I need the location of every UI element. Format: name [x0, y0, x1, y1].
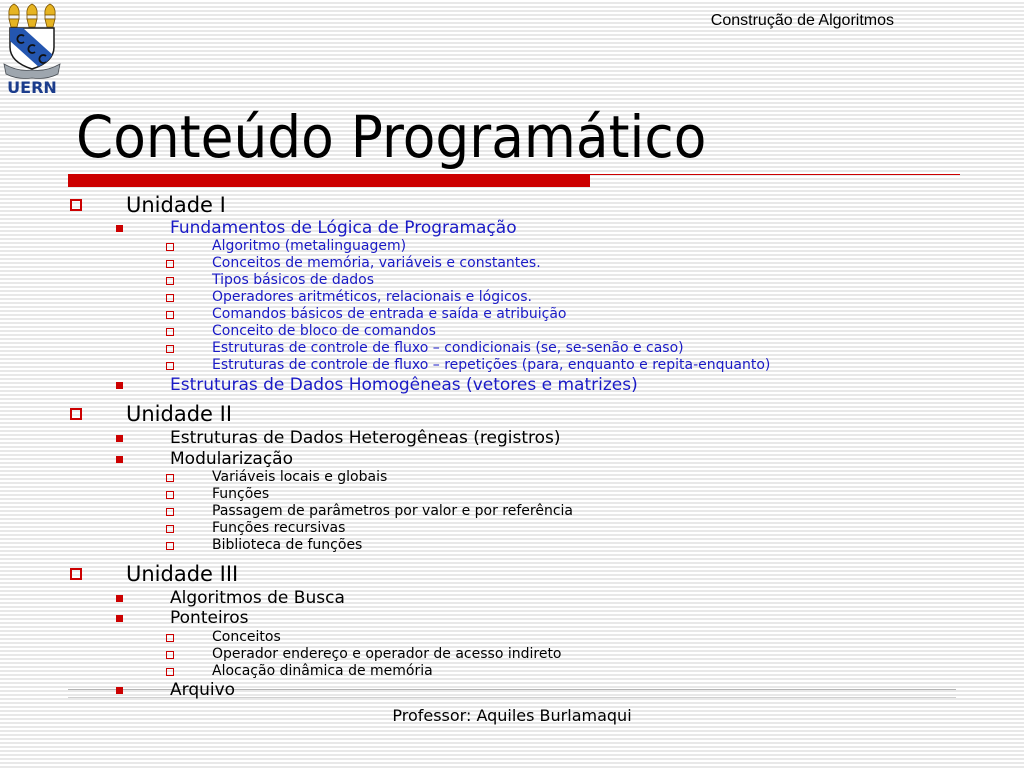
uern-logo: [1, 1, 63, 97]
unit-row: [0, 193, 1024, 217]
hollow-square-bullet-icon: [70, 568, 82, 580]
topic-label: Arquivo: [170, 680, 236, 700]
slide-title: Conteúdo Programático: [76, 103, 707, 171]
subtopic-row: [0, 255, 1024, 272]
subtopic-label: Funções recursivas: [212, 520, 346, 536]
small-hollow-square-bullet-icon: [166, 328, 174, 336]
small-hollow-square-bullet-icon: [166, 542, 174, 550]
filled-square-bullet-icon: [116, 435, 123, 442]
small-hollow-square-bullet-icon: [166, 294, 174, 302]
small-hollow-square-bullet-icon: [166, 668, 174, 676]
unit-row: [0, 562, 1024, 586]
subtopic-row: [0, 646, 1024, 663]
unit-label: Unidade II: [126, 402, 233, 426]
topic-row: [0, 588, 1024, 608]
hollow-square-bullet-icon: [70, 408, 82, 420]
small-hollow-square-bullet-icon: [166, 651, 174, 659]
unit-row: [0, 402, 1024, 426]
small-hollow-square-bullet-icon: [166, 243, 174, 251]
topic-row: [0, 428, 1024, 448]
small-hollow-square-bullet-icon: [166, 277, 174, 285]
subtopic-label: Passagem de parâmetros por valor e por referência: [212, 503, 574, 519]
subtopic-row: [0, 272, 1024, 289]
topic-row: [0, 680, 1024, 700]
topic-row: [0, 449, 1024, 469]
subtopic-row: [0, 469, 1024, 486]
professor-credit: Professor: Aquiles Burlamaqui: [392, 706, 632, 725]
title-accent-bar: [68, 175, 590, 187]
subtopic-label: Conceitos de memória, variáveis e constantes.: [212, 255, 541, 271]
filled-square-bullet-icon: [116, 382, 123, 389]
subtopic-row: [0, 289, 1024, 306]
subtopic-label: Operador endereço e operador de acesso indireto: [212, 646, 562, 662]
subtopic-label: Estruturas de controle de fluxo – repetições (para, enquanto e repita-enquanto): [212, 357, 771, 373]
topic-label: Estruturas de Dados Homogêneas (vetores e matrizes): [170, 375, 638, 395]
topic-row: [0, 608, 1024, 628]
subtopic-label: Comandos básicos de entrada e saída e atribuição: [212, 306, 567, 322]
small-hollow-square-bullet-icon: [166, 474, 174, 482]
small-hollow-square-bullet-icon: [166, 362, 174, 370]
filled-square-bullet-icon: [116, 687, 123, 694]
subtopic-label: Biblioteca de funções: [212, 537, 363, 553]
subtopic-row: [0, 537, 1024, 554]
topic-row: [0, 375, 1024, 395]
unit-label: Unidade I: [126, 193, 226, 217]
subtopic-row: [0, 306, 1024, 323]
small-hollow-square-bullet-icon: [166, 311, 174, 319]
filled-square-bullet-icon: [116, 456, 123, 463]
topic-label: Ponteiros: [170, 608, 249, 628]
subtopic-label: Alocação dinâmica de memória: [212, 663, 433, 679]
subtopic-label: Variáveis locais e globais: [212, 469, 388, 485]
course-title: Construção de Algoritmos: [710, 12, 894, 29]
small-hollow-square-bullet-icon: [166, 508, 174, 516]
subtopic-row: [0, 520, 1024, 537]
unit-label: Unidade III: [126, 562, 239, 586]
small-hollow-square-bullet-icon: [166, 491, 174, 499]
small-hollow-square-bullet-icon: [166, 634, 174, 642]
topic-label: Algoritmos de Busca: [170, 588, 345, 608]
subtopic-label: Operadores aritméticos, relacionais e lógicos.: [212, 289, 532, 305]
filled-square-bullet-icon: [116, 595, 123, 602]
subtopic-label: Conceito de bloco de comandos: [212, 323, 436, 339]
subtopic-label: Funções: [212, 486, 270, 502]
subtopic-row: [0, 340, 1024, 357]
filled-square-bullet-icon: [116, 615, 123, 622]
subtopic-label: Tipos básicos de dados: [212, 272, 375, 288]
torch-crest-icon: [9, 4, 55, 27]
topic-label: Fundamentos de Lógica de Programação: [170, 218, 517, 238]
topic-label: Estruturas de Dados Heterogêneas (registros): [170, 428, 561, 448]
small-hollow-square-bullet-icon: [166, 345, 174, 353]
subtopic-row: [0, 629, 1024, 646]
subtopic-label: Estruturas de controle de fluxo – condicionais (se, se-senão e caso): [212, 340, 684, 356]
subtopic-row: [0, 238, 1024, 255]
subtopic-row: [0, 503, 1024, 520]
hollow-square-bullet-icon: [70, 199, 82, 211]
small-hollow-square-bullet-icon: [166, 260, 174, 268]
subtopic-row: [0, 357, 1024, 374]
logo-wordmark: UERN: [7, 78, 57, 97]
subtopic-label: Conceitos: [212, 629, 281, 645]
topic-row: [0, 218, 1024, 238]
small-hollow-square-bullet-icon: [166, 525, 174, 533]
filled-square-bullet-icon: [116, 225, 123, 232]
subtopic-row: [0, 323, 1024, 340]
subtopic-row: [0, 663, 1024, 680]
topic-label: Modularização: [170, 449, 293, 469]
subtopic-label: Algoritmo (metalinguagem): [212, 238, 407, 254]
subtopic-row: [0, 486, 1024, 503]
